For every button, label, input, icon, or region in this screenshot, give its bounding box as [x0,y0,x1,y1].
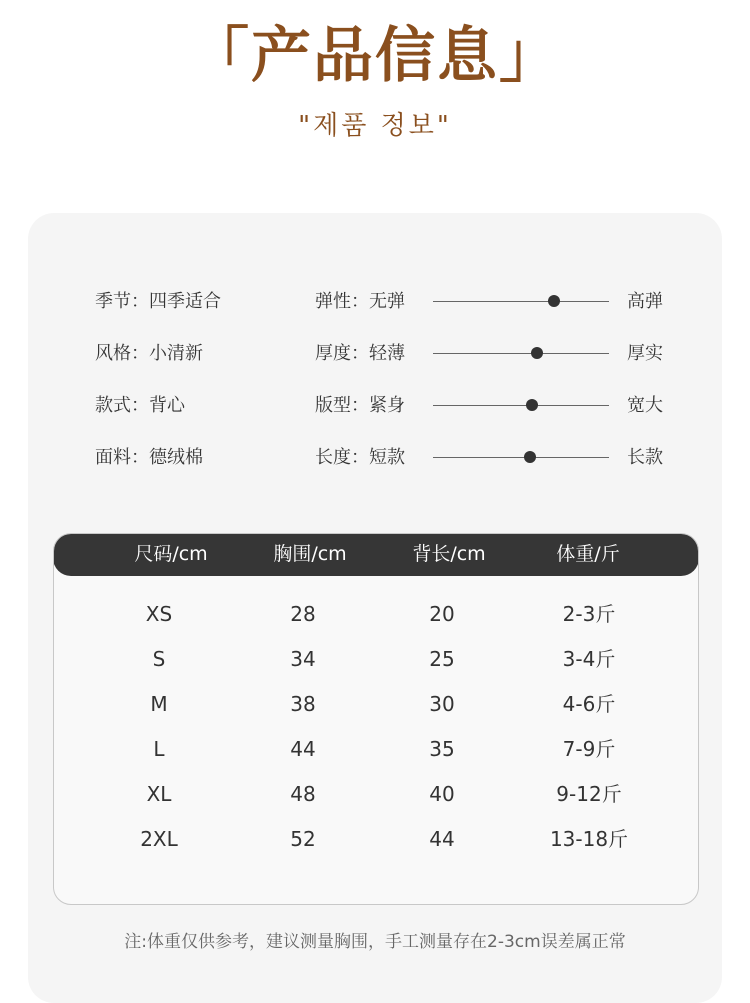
attribute-type: 款式：背心 [95,395,185,416]
cell-back-length: 40 [429,782,455,806]
attribute-elasticity: 弹性：无弹 [315,291,405,312]
table-row [54,687,698,721]
measurement-note: 注:体重仅供参考，建议测量胸围，手工测量存在2-3cm误差属正常 [124,932,626,952]
table-row [54,642,698,676]
attribute-row [28,390,722,422]
attribute-length: 长度：短款 [315,447,405,468]
attribute-style: 风格：小清新 [95,343,203,364]
cell-back-length: 35 [429,737,455,761]
cell-chest: 44 [290,737,316,761]
cell-back-length: 44 [429,827,455,851]
length-max-label: 长款 [627,447,663,468]
attribute-fabric: 面料：德绒棉 [95,447,203,468]
length-slider-dot [524,451,536,463]
cell-chest: 52 [290,827,316,851]
elasticity-slider-dot [548,295,560,307]
cell-back-length: 25 [429,647,455,671]
cell-weight: 9-12斤 [556,782,622,806]
thickness-max-label: 厚实 [627,343,663,364]
cell-size: XL [146,782,172,806]
attribute-row [28,286,722,318]
cell-weight: 3-4斤 [562,647,616,671]
elasticity-slider [433,301,609,302]
thickness-slider-dot [531,347,543,359]
page-title: 「产品信息」 [189,21,561,91]
attribute-fit: 版型：紧身 [315,395,405,416]
thickness-slider [433,353,609,354]
cell-back-length: 30 [429,692,455,716]
header-size: 尺码/cm [134,543,208,565]
fit-max-label: 宽大 [627,395,663,416]
size-table-header [53,533,699,576]
attribute-row [28,338,722,370]
cell-size: XS [145,602,173,626]
cell-weight: 4-6斤 [562,692,616,716]
cell-chest: 28 [290,602,316,626]
table-row [54,822,698,856]
table-row [54,777,698,811]
cell-chest: 34 [290,647,316,671]
attribute-row [28,442,722,474]
length-slider [433,457,609,458]
header-chest: 胸围/cm [273,543,347,565]
attribute-season: 季节：四季适合 [95,291,221,312]
cell-size: M [150,692,168,716]
page-subtitle: "제품 정보" [298,111,452,141]
product-info-card [28,213,722,1003]
cell-weight: 2-3斤 [562,602,616,626]
cell-weight: 7-9斤 [562,737,616,761]
header-back-length: 背长/cm [412,543,486,565]
cell-size: L [153,737,165,761]
cell-back-length: 20 [429,602,455,626]
cell-chest: 48 [290,782,316,806]
attribute-thickness: 厚度：轻薄 [315,343,405,364]
cell-weight: 13-18斤 [549,827,629,851]
table-row [54,732,698,766]
cell-size: 2XL [140,827,178,851]
fit-slider [433,405,609,406]
header-weight: 体重/斤 [556,543,620,565]
size-table [53,533,699,905]
elasticity-max-label: 高弹 [627,291,663,312]
fit-slider-dot [526,399,538,411]
table-row [54,597,698,631]
cell-chest: 38 [290,692,316,716]
cell-size: S [152,647,166,671]
